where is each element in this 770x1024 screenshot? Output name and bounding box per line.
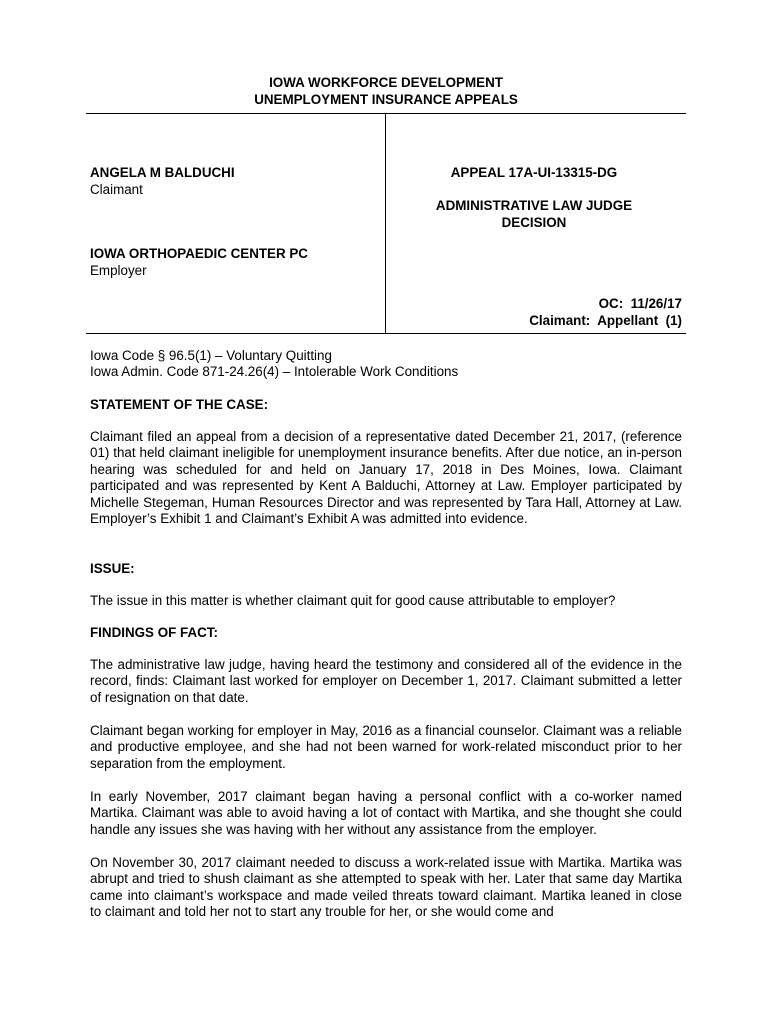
findings-paragraph-1: The administrative law judge, having heard the testimony and considered all of the evidence in the record, finds: Claimant last worked for employer on December 1, 2017. Claimant submitted a letter of resignation on that date. xyxy=(90,657,682,705)
findings-paragraph-3: In early November, 2017 claimant began having a personal conflict with a co-worker named Martika. Claimant was able to avoid having a lot of contact with Martika, and she thought she could handle any issues she was having with her without any assistance from the employer. xyxy=(90,789,682,837)
appellant-status: Claimant: Appellant (1) xyxy=(529,313,682,328)
claimant-role: Claimant xyxy=(90,182,143,197)
decision-line-2: DECISION xyxy=(501,215,567,230)
statement-heading: STATEMENT OF THE CASE: xyxy=(90,397,269,412)
caption-top-rule xyxy=(86,113,686,114)
issue-paragraph: The issue in this matter is whether claimant quit for good cause attributable to employer? xyxy=(90,593,616,608)
statement-paragraph: Claimant filed an appeal from a decision of a representative dated December 21, 2017, (reference 01) that held claimant ineligible for unemployment insurance benefits. After due notice, an in-person hearing was scheduled for and held on January 17, 2018 in Des Moines, Iowa. Claimant participated and was represented by Kent A Balduchi, Attorney at Law. Employer participated by Michelle Stegeman, Human Resources Director and was represented by Tara Hall, Attorney at Law. Employer’s Exhibit 1 and Claimant’s Exhibit A was admitted into evidence. xyxy=(90,429,682,527)
agency-title xyxy=(90,74,682,108)
appeal-number: APPEAL 17A-UI-13315-DG xyxy=(450,165,618,180)
decision-line-1: ADMINISTRATIVE LAW JUDGE xyxy=(435,198,633,213)
agency-line-2: UNEMPLOYMENT INSURANCE APPEALS xyxy=(254,92,518,107)
agency-line-1: IOWA WORKFORCE DEVELOPMENT xyxy=(269,75,503,90)
employer-role: Employer xyxy=(90,263,147,278)
findings-paragraph-4: On November 30, 2017 claimant needed to discuss a work-related issue with Martika. Martika was abrupt and tried to shush claimant as she attempted to speak with her. Later that same day Martika came into claimant’s workspace and made veiled threats toward claimant. Martika leaned in close to claimant and told her not to start any trouble for her, or she would come and xyxy=(90,855,682,920)
decision-title xyxy=(386,197,682,231)
issue-heading: ISSUE: xyxy=(90,561,135,576)
claimant-name: ANGELA M BALDUCHI xyxy=(90,165,235,180)
code-reference-1: Iowa Code § 96.5(1) – Voluntary Quitting xyxy=(90,348,332,363)
employer-name: IOWA ORTHOPAEDIC CENTER PC xyxy=(90,246,308,261)
code-reference-2: Iowa Admin. Code 871-24.26(4) – Intolerable Work Conditions xyxy=(90,364,459,379)
oc-date: OC: 11/26/17 xyxy=(598,296,682,311)
caption-bottom-rule xyxy=(86,333,686,334)
findings-heading: FINDINGS OF FACT: xyxy=(90,625,218,640)
findings-paragraph-2: Claimant began working for employer in May, 2016 as a financial counselor. Claimant was a reliable and productive employee, and she had not been warned for work-related misconduct prior to her separation from the employment. xyxy=(90,723,682,771)
